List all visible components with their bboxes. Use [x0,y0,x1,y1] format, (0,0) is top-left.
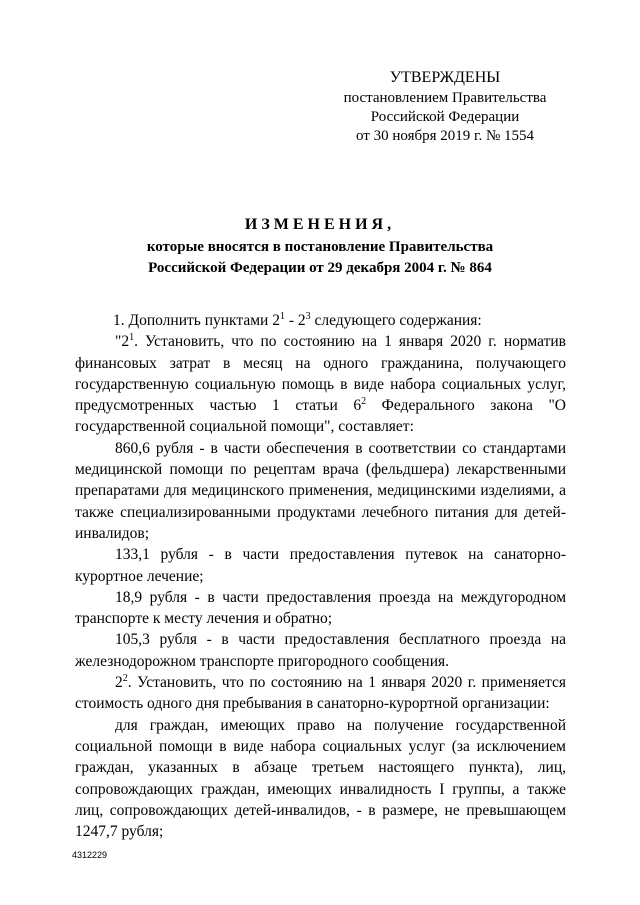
subtitle-line-1: которые вносятся в постановление Правительства [146,239,494,255]
document-body [75,310,566,842]
paragraph-7 [75,672,566,715]
p7-text-b: . Установить, что по состоянию на 1 января 2020 г. применяется стоимость одного дня пребывания в санаторно-курортной организации: [75,674,566,713]
p1-text-b: - 2 [284,312,306,329]
p1-text-c: следующего содержания: [310,312,482,329]
paragraph-2 [75,331,566,437]
document-title: ИЗМЕНЕНИЯ, [244,216,396,233]
paragraph-6: 105,3 рубля - в части предоставления бесплатного проезда на железнодорожном транспорте пригородного сообщения. [75,631,566,670]
p2-text-c: Федерального закона "О государственной социальной помощи", составляет: [75,397,566,436]
p2-superscript-1: 1 [129,332,135,344]
approval-stamp [320,68,570,146]
p7-superscript: 2 [122,672,128,684]
p1-superscript-1: 1 [279,310,285,322]
paragraph-8: для граждан, имеющих право на получение государственной социальной помощи в виде набора социальных услуг (за исключением граждан, указанных в абзаце третьем настоящего пункта), лиц, сопровождающих граждан, имеющих инвалидность I группы, а также лиц, сопровождающих детей-инвалидов, - в размере, не превышающем 1247,7 рубля; [75,716,566,841]
paragraph-5: 18,9 рубля - в части предоставления проезда на междугородном транспорте к месту лечения и обратно; [75,588,566,628]
p1-superscript-2: 3 [305,310,311,322]
approval-line-2: Российской Федерации [370,109,520,125]
document-number: 4312229 [72,850,108,860]
approval-line-1: постановлением Правительства [343,90,547,106]
paragraph-4: 133,1 рубля - в части предоставления путевок на санаторно-курортное лечение; [75,546,566,585]
p2-text-b: . Установить, что по состоянию на 1 января 2020 г. норматив финансовых затрат в месяц на одного гражданина, получающего государственную социальную помощь в виде набора социальных услуг, предусмотренных частью 1 статьи 6 [75,333,566,415]
p1-text-a: 1. Дополнить пунктами 2 [113,312,280,329]
approval-line-3: от 30 ноября 2019 г. № 1554 [355,128,535,144]
document-subtitle [120,237,520,279]
p2-text-a: "2 [115,333,130,351]
paragraph-3: 860,6 рубля - в части обеспечения в соответствии со стандартами медицинской помощи по рецептам врача (фельдшера) лекарственными препаратами для медицинского применения, медицинскими изделиями, а также специализированными продуктами лечебного питания для детей-инвалидов; [75,439,566,542]
approval-heading: УТВЕРЖДЕНЫ [389,69,501,86]
paragraph-1 [75,310,566,331]
subtitle-line-2: Российской Федерации от 29 декабря 2004 г. № 864 [148,260,492,276]
p2-superscript-2: 2 [361,396,367,408]
p7-text-a: 2 [115,674,123,692]
